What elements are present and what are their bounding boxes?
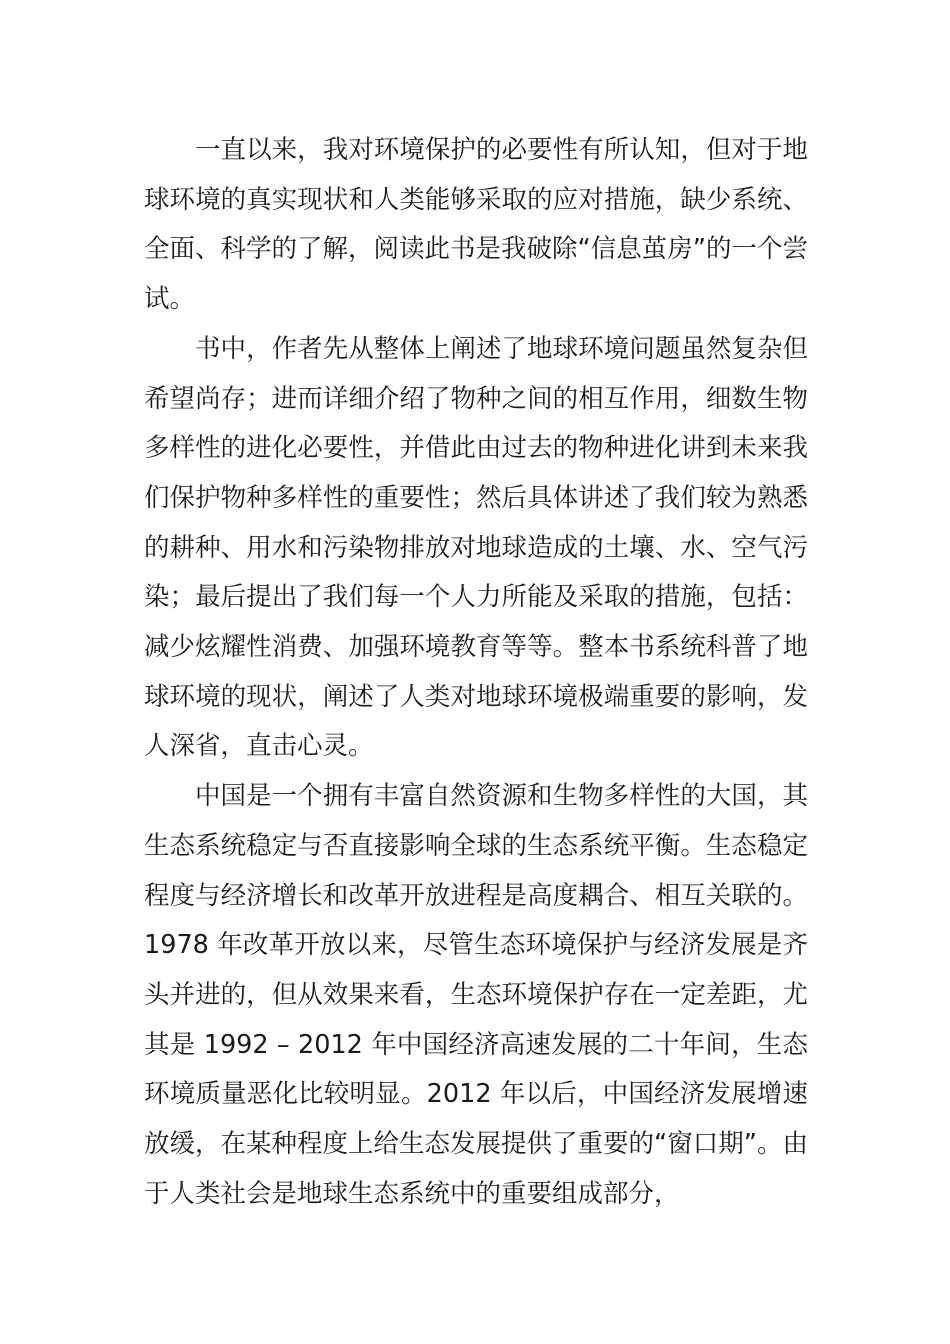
document-body [144,126,808,1219]
paragraph-2: 书中，作者先从整体上阐述了地球环境问题虽然复杂但希望尚存；进而详细介绍了物种之间的相互作用，细数生物多样性的进化必要性，并借此由过去的物种进化讲到未来我们保护物种多样性的重要性；然后具体讲述了我们较为熟悉的耕种、用水和污染物排放对地球造成的土壤、水、空气污染；最后提出了我们每一个人力所能及采取的措施，包括：减少炫耀性消费、加强环境教育等等。整本书系统科普了地球环境的现状，阐述了人类对地球环境极端重要的影响，发人深省，直击心灵。 [144,333,808,762]
paragraph-3: 中国是一个拥有丰富自然资源和生物多样性的大国，其生态系统稳定与否直接影响全球的生态系统平衡。生态稳定程度与经济增长和改革开放进程是高度耦合、相互关联的。1978 年改革开放以来，尽管生态环境保护与经济发展是齐头并进的，但从效果来看，生态环境保护存在一定差距，尤其是 1992 – 2012 年中国经济高速发展的二十年间，生态环境质量恶化比较明显。2012 年以后，中国经济发展增速放缓，在某种程度上给生态发展提供了重要的“窗口期”。由于人类社会是地球生态系统中的重要组成部分， [144,781,808,1209]
paragraph-1: 一直以来，我对环境保护的必要性有所认知，但对于地球环境的真实现状和人类能够采取的应对措施，缺少系统、全面、科学的了解，阅读此书是我破除“信息茧房”的一个尝试。 [144,135,808,315]
